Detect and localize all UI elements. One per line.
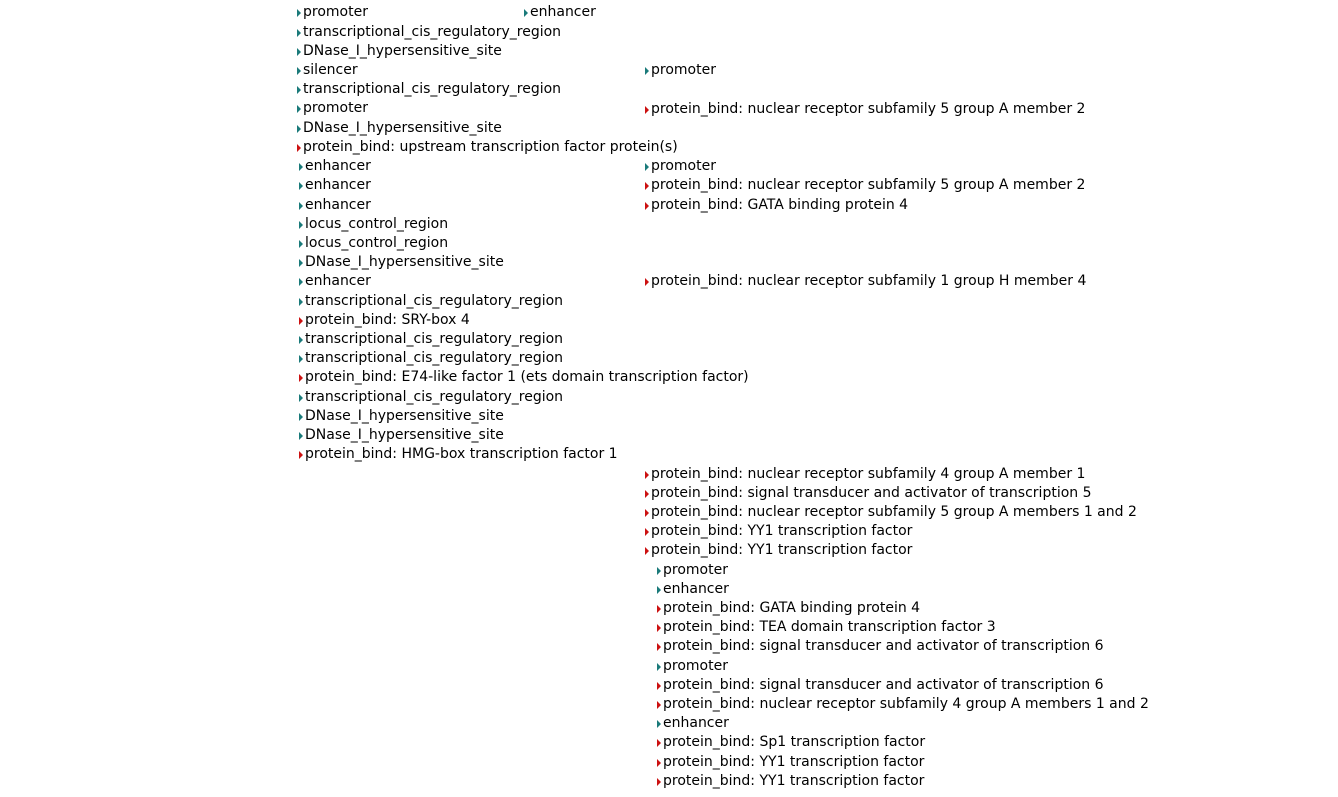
strand-arrow-icon xyxy=(657,663,661,671)
strand-arrow-icon xyxy=(645,67,649,75)
protein-bind-feature[interactable] xyxy=(657,618,996,637)
strand-arrow-icon xyxy=(645,547,649,555)
regulatory-feature[interactable] xyxy=(297,42,502,61)
feature-label: transcriptional_cis_regulatory_region xyxy=(305,389,564,405)
strand-arrow-icon xyxy=(299,259,303,267)
feature-label: transcriptional_cis_regulatory_region xyxy=(305,293,564,309)
regulatory-feature[interactable] xyxy=(657,580,729,599)
feature-label: locus_control_region xyxy=(305,216,449,232)
strand-arrow-icon xyxy=(299,355,303,363)
regulatory-feature[interactable] xyxy=(645,157,716,176)
strand-arrow-icon xyxy=(645,106,649,114)
feature-label: DNase_I_hypersensitive_site xyxy=(305,427,504,443)
protein-bind-feature[interactable] xyxy=(645,272,1086,291)
feature-label: protein_bind: SRY-box 4 xyxy=(305,312,470,328)
regulatory-feature[interactable] xyxy=(299,292,563,311)
regulatory-feature[interactable] xyxy=(299,253,504,272)
feature-label: protein_bind: E74-like factor 1 (ets domain transcription factor) xyxy=(305,369,749,385)
feature-label: protein_bind: Sp1 transcription factor xyxy=(663,734,926,750)
regulatory-feature[interactable] xyxy=(524,3,596,22)
feature-label: protein_bind: signal transducer and activator of transcription 6 xyxy=(663,677,1104,693)
feature-label: transcriptional_cis_regulatory_region xyxy=(303,24,562,40)
regulatory-feature[interactable] xyxy=(299,196,371,215)
feature-label: protein_bind: nuclear receptor subfamily 4 group A member 1 xyxy=(651,466,1086,482)
regulatory-feature[interactable] xyxy=(657,561,728,580)
strand-arrow-icon xyxy=(299,451,303,459)
regulatory-feature[interactable] xyxy=(299,157,371,176)
regulatory-feature[interactable] xyxy=(297,99,368,118)
strand-arrow-icon xyxy=(299,374,303,382)
feature-label: DNase_I_hypersensitive_site xyxy=(303,120,502,136)
feature-label: promoter xyxy=(303,4,368,20)
feature-label: protein_bind: signal transducer and activator of transcription 5 xyxy=(651,485,1092,501)
feature-label: protein_bind: nuclear receptor subfamily 1 group H member 4 xyxy=(651,273,1087,289)
strand-arrow-icon xyxy=(657,759,661,767)
strand-arrow-icon xyxy=(297,67,301,75)
strand-arrow-icon xyxy=(299,298,303,306)
protein-bind-feature[interactable] xyxy=(657,772,924,791)
strand-arrow-icon xyxy=(645,163,649,171)
regulatory-feature[interactable] xyxy=(297,80,561,99)
feature-label: enhancer xyxy=(663,581,729,597)
regulatory-feature[interactable] xyxy=(299,349,563,368)
feature-label: protein_bind: nuclear receptor subfamily 5 group A members 1 and 2 xyxy=(651,504,1137,520)
protein-bind-feature[interactable] xyxy=(645,100,1085,119)
feature-label: protein_bind: YY1 transcription factor xyxy=(651,542,913,558)
protein-bind-feature[interactable] xyxy=(657,637,1104,656)
protein-bind-feature[interactable] xyxy=(645,176,1085,195)
strand-arrow-icon xyxy=(645,509,649,517)
feature-label: locus_control_region xyxy=(305,235,449,251)
strand-arrow-icon xyxy=(297,86,301,94)
feature-label: promoter xyxy=(303,100,368,116)
strand-arrow-icon xyxy=(657,586,661,594)
regulatory-feature[interactable] xyxy=(299,330,563,349)
strand-arrow-icon xyxy=(645,202,649,210)
strand-arrow-icon xyxy=(657,605,661,613)
feature-label: protein_bind: nuclear receptor subfamily 5 group A member 2 xyxy=(651,177,1086,193)
feature-label: protein_bind: GATA binding protein 4 xyxy=(663,600,921,616)
feature-label: protein_bind: YY1 transcription factor xyxy=(651,523,913,539)
feature-label: enhancer xyxy=(305,177,371,193)
protein-bind-feature[interactable] xyxy=(657,733,925,752)
protein-bind-feature[interactable] xyxy=(299,311,470,330)
protein-bind-feature[interactable] xyxy=(297,138,678,157)
strand-arrow-icon xyxy=(645,182,649,190)
regulatory-feature[interactable] xyxy=(299,176,371,195)
feature-label: DNase_I_hypersensitive_site xyxy=(303,43,502,59)
protein-bind-feature[interactable] xyxy=(657,676,1104,695)
strand-arrow-icon xyxy=(297,48,301,56)
strand-arrow-icon xyxy=(657,739,661,747)
strand-arrow-icon xyxy=(299,336,303,344)
protein-bind-feature[interactable] xyxy=(657,753,924,772)
regulatory-feature[interactable] xyxy=(297,61,358,80)
feature-label: promoter xyxy=(663,562,728,578)
feature-label: enhancer xyxy=(663,715,729,731)
protein-bind-feature[interactable] xyxy=(645,196,908,215)
strand-arrow-icon xyxy=(657,701,661,709)
protein-bind-feature[interactable] xyxy=(645,522,912,541)
feature-label: protein_bind: upstream transcription factor protein(s) xyxy=(303,139,678,155)
regulatory-feature[interactable] xyxy=(299,426,504,445)
strand-arrow-icon xyxy=(657,567,661,575)
feature-label: protein_bind: TEA domain transcription factor 3 xyxy=(663,619,996,635)
strand-arrow-icon xyxy=(299,202,303,210)
protein-bind-feature[interactable] xyxy=(657,599,920,618)
protein-bind-feature[interactable] xyxy=(657,695,1149,714)
strand-arrow-icon xyxy=(299,221,303,229)
strand-arrow-icon xyxy=(297,9,301,17)
feature-label: protein_bind: nuclear receptor subfamily 4 group A members 1 and 2 xyxy=(663,696,1149,712)
protein-bind-feature[interactable] xyxy=(645,465,1085,484)
strand-arrow-icon xyxy=(657,778,661,786)
protein-bind-feature[interactable] xyxy=(645,484,1092,503)
strand-arrow-icon xyxy=(299,240,303,248)
strand-arrow-icon xyxy=(645,278,649,286)
feature-label: protein_bind: YY1 transcription factor xyxy=(663,754,925,770)
regulatory-feature[interactable] xyxy=(299,272,371,291)
strand-arrow-icon xyxy=(645,490,649,498)
strand-arrow-icon xyxy=(299,413,303,421)
strand-arrow-icon xyxy=(299,432,303,440)
strand-arrow-icon xyxy=(297,105,301,113)
strand-arrow-icon xyxy=(645,471,649,479)
regulatory-feature[interactable] xyxy=(299,407,504,426)
feature-label: enhancer xyxy=(530,4,596,20)
protein-bind-feature[interactable] xyxy=(645,541,912,560)
strand-arrow-icon xyxy=(524,9,528,17)
regulatory-feature[interactable] xyxy=(297,3,368,22)
strand-arrow-icon xyxy=(657,682,661,690)
regulatory-feature[interactable] xyxy=(297,23,561,42)
strand-arrow-icon xyxy=(299,317,303,325)
feature-label: promoter xyxy=(651,62,716,78)
strand-arrow-icon xyxy=(657,720,661,728)
feature-label: protein_bind: signal transducer and activator of transcription 6 xyxy=(663,638,1104,654)
strand-arrow-icon xyxy=(297,29,301,37)
regulatory-feature[interactable] xyxy=(299,388,563,407)
protein-bind-feature[interactable] xyxy=(299,368,749,387)
feature-label: silencer xyxy=(303,62,358,78)
regulatory-feature[interactable] xyxy=(645,61,716,80)
regulatory-feature[interactable] xyxy=(297,119,502,138)
strand-arrow-icon xyxy=(299,394,303,402)
protein-bind-feature[interactable] xyxy=(645,503,1137,522)
strand-arrow-icon xyxy=(657,643,661,651)
strand-arrow-icon xyxy=(645,528,649,536)
regulatory-feature[interactable] xyxy=(299,234,448,253)
feature-label: enhancer xyxy=(305,158,371,174)
regulatory-feature[interactable] xyxy=(657,657,728,676)
feature-label: protein_bind: nuclear receptor subfamily 5 group A member 2 xyxy=(651,101,1086,117)
feature-label: transcriptional_cis_regulatory_region xyxy=(305,331,564,347)
feature-label: DNase_I_hypersensitive_site xyxy=(305,408,504,424)
strand-arrow-icon xyxy=(297,144,301,152)
feature-label: transcriptional_cis_regulatory_region xyxy=(303,81,562,97)
protein-bind-feature[interactable] xyxy=(299,445,618,464)
feature-label: promoter xyxy=(663,658,728,674)
feature-label: protein_bind: YY1 transcription factor xyxy=(663,773,925,789)
feature-label: DNase_I_hypersensitive_site xyxy=(305,254,504,270)
strand-arrow-icon xyxy=(657,624,661,632)
regulatory-feature[interactable] xyxy=(657,714,729,733)
feature-label: enhancer xyxy=(305,273,371,289)
strand-arrow-icon xyxy=(299,182,303,190)
strand-arrow-icon xyxy=(299,278,303,286)
feature-label: transcriptional_cis_regulatory_region xyxy=(305,350,564,366)
feature-label: promoter xyxy=(651,158,716,174)
regulatory-feature[interactable] xyxy=(299,215,448,234)
strand-arrow-icon xyxy=(299,163,303,171)
feature-label: protein_bind: GATA binding protein 4 xyxy=(651,197,909,213)
feature-label: enhancer xyxy=(305,197,371,213)
strand-arrow-icon xyxy=(297,125,301,133)
feature-label: protein_bind: HMG-box transcription factor 1 xyxy=(305,446,618,462)
